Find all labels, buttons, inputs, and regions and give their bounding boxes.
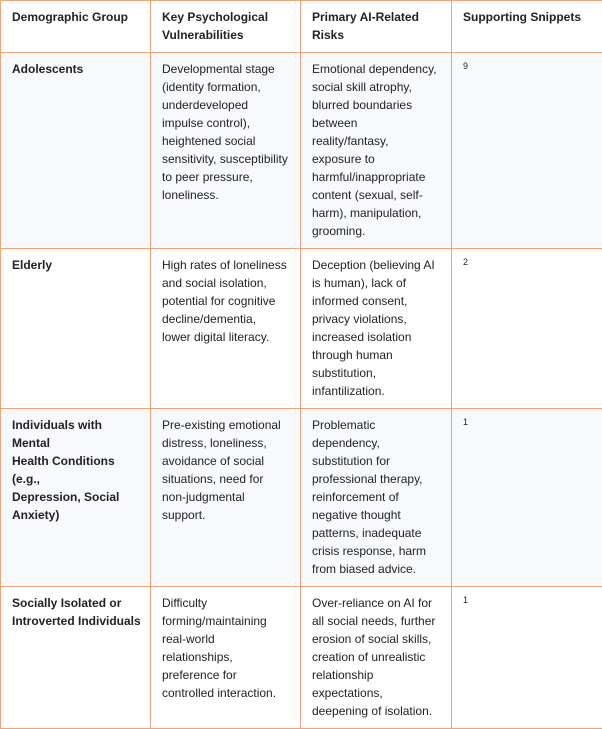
cell-demographic-group: Elderly <box>1 249 151 409</box>
snippet-reference: 2 <box>463 257 468 267</box>
header-demographic-group: Demographic Group <box>1 1 151 53</box>
cell-snippets <box>452 587 602 729</box>
table-row <box>1 249 602 409</box>
cell-risks: Deception (believing AI is human), lack of informed consent, privacy violations, increased isolation through human substitution, infantilization. <box>301 249 452 409</box>
cell-vulnerabilities: Developmental stage (identity formation, underdeveloped impulse control), heightened social sensitivity, susceptibility to peer pressure, loneliness. <box>151 53 301 249</box>
cell-risks: Over-reliance on AI for all social needs, further erosion of social skills, creation of unrealistic relationship expectations, deepening of isolation. <box>301 587 452 729</box>
table-row <box>1 53 602 249</box>
header-snippets: Supporting Snippets <box>452 1 602 53</box>
header-risks: Primary AI-Related Risks <box>301 1 452 53</box>
table-row <box>1 587 602 729</box>
cell-snippets <box>452 249 602 409</box>
cell-snippets <box>452 409 602 587</box>
cell-vulnerabilities: Difficulty forming/maintaining real-world relationships, preference for controlled interaction. <box>151 587 301 729</box>
cell-snippets <box>452 53 602 249</box>
cell-demographic-group: Socially Isolated or Introverted Individuals <box>1 587 151 729</box>
cell-demographic-group: Adolescents <box>1 53 151 249</box>
cell-risks: Emotional dependency, social skill atrophy, blurred boundaries between reality/fantasy, exposure to harmful/inappropriate content (sexual, self- harm), manipulation, grooming. <box>301 53 452 249</box>
snippet-reference: 9 <box>463 61 468 71</box>
table-header-row <box>1 1 602 53</box>
cell-vulnerabilities: High rates of loneliness and social isolation, potential for cognitive decline/dementia, lower digital literacy. <box>151 249 301 409</box>
table-row <box>1 409 602 587</box>
snippet-reference: 1 <box>463 595 468 605</box>
snippet-reference: 1 <box>463 417 468 427</box>
header-vulnerabilities: Key Psychological Vulnerabilities <box>151 1 301 53</box>
cell-risks: Problematic dependency, substitution for professional therapy, reinforcement of negative thought patterns, inadequate crisis response, harm from biased advice. <box>301 409 452 587</box>
cell-vulnerabilities: Pre-existing emotional distress, loneliness, avoidance of social situations, need for non-judgmental support. <box>151 409 301 587</box>
cell-demographic-group: Individuals with Mental Health Conditions (e.g., Depression, Social Anxiety) <box>1 409 151 587</box>
